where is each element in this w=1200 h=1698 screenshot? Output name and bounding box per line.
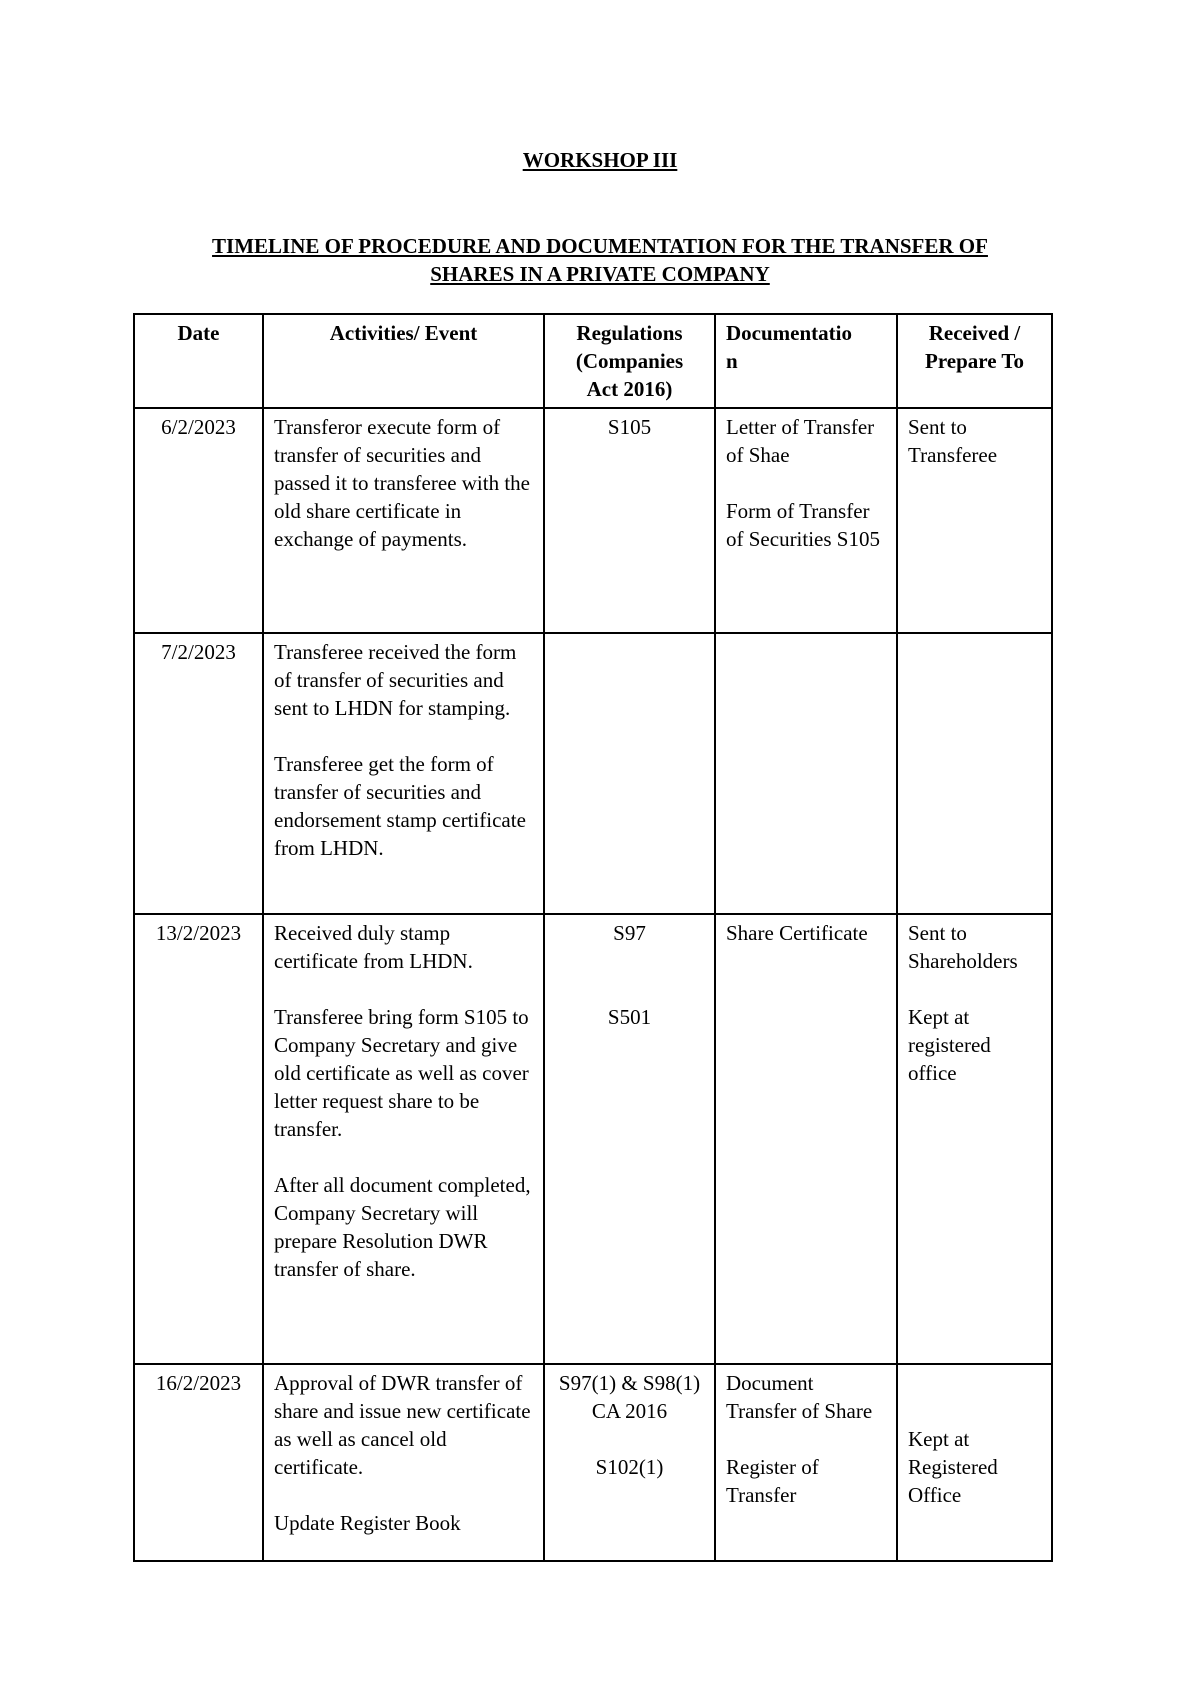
documentation-text: Share Certificate — [726, 921, 868, 945]
documentation-text: Form of Transfer of Securities S105 — [726, 499, 880, 551]
documentation-text: Letter of Transfer of Shae — [726, 415, 875, 467]
cell-date: 6/2/2023 — [134, 408, 263, 633]
header-date: Date — [134, 314, 263, 408]
regulation-text: S102(1) — [595, 1455, 664, 1479]
cell-regulation — [544, 408, 715, 633]
cell-date: 16/2/2023 — [134, 1364, 263, 1561]
header-documentation-line-1: Documentatio — [726, 321, 852, 345]
document-subtitle — [0, 232, 1200, 288]
documentation-text: Document Transfer of Share — [726, 1371, 873, 1423]
received-text: Sent to Transferee — [908, 415, 998, 467]
activity-paragraph: Transferee received the form of transfer of securities and sent to LHDN for stamping. — [274, 640, 517, 720]
cell-activity — [263, 914, 544, 1364]
activity-paragraph: Update Register Book — [274, 1511, 461, 1535]
table-header-row — [134, 314, 1052, 408]
cell-received — [897, 633, 1052, 914]
header-received-line-1: Received / — [928, 321, 1021, 345]
cell-regulation — [544, 633, 715, 914]
cell-regulation — [544, 914, 715, 1364]
cell-date: 13/2/2023 — [134, 914, 263, 1364]
header-regulations — [544, 314, 715, 408]
timeline-table — [133, 313, 1053, 1562]
activity-paragraph: After all document completed, Company Secretary will prepare Resolution DWR transfer of share. — [274, 1173, 531, 1281]
header-regulations-line-2: (Companies — [575, 349, 684, 373]
documentation-text: Register of Transfer — [726, 1455, 819, 1507]
cell-date: 7/2/2023 — [134, 633, 263, 914]
regulation-text: S501 — [607, 1005, 652, 1029]
cell-activity — [263, 408, 544, 633]
table-row — [134, 914, 1052, 1364]
regulation-text: S105 — [607, 415, 652, 439]
cell-documentation — [715, 633, 897, 914]
activity-paragraph: Received duly stamp certificate from LHDN. — [274, 921, 473, 973]
subtitle-line-1: TIMELINE OF PROCEDURE AND DOCUMENTATION FOR THE TRANSFER OF — [212, 234, 988, 258]
cell-documentation — [715, 1364, 897, 1561]
cell-regulation — [544, 1364, 715, 1561]
header-documentation — [715, 314, 897, 408]
header-received-line-2: Prepare To — [925, 349, 1024, 373]
document-title: WORKSHOP III — [522, 148, 678, 172]
activity-paragraph: Transferee bring form S105 to Company Secretary and give old certificate as well as cover letter request share to be transfer. — [274, 1005, 529, 1141]
activity-paragraph: Transferee get the form of transfer of securities and endorsement stamp certificate from LHDN. — [274, 752, 526, 860]
cell-received — [897, 408, 1052, 633]
table-row — [134, 408, 1052, 633]
header-regulations-line-1: Regulations — [576, 321, 683, 345]
table-row — [134, 633, 1052, 914]
received-text: Sent to Shareholders — [908, 921, 1018, 973]
cell-activity — [263, 633, 544, 914]
header-activities: Activities/ Event — [263, 314, 544, 408]
cell-activity — [263, 1364, 544, 1561]
activity-paragraph: Approval of DWR transfer of share and issue new certificate as well as cancel old certificate. — [274, 1371, 531, 1479]
cell-documentation — [715, 408, 897, 633]
regulation-text: S97 — [613, 921, 646, 945]
header-received — [897, 314, 1052, 408]
header-documentation-line-2: n — [726, 349, 738, 373]
table-row — [134, 1364, 1052, 1561]
cell-received — [897, 914, 1052, 1364]
regulation-text: S97(1) & S98(1) CA 2016 — [558, 1371, 701, 1423]
header-regulations-line-3: Act 2016) — [586, 377, 673, 401]
activity-paragraph: Transferor execute form of transfer of securities and passed it to transferee with the old share certificate in exchange of payments. — [274, 415, 530, 551]
received-text: Kept at Registered Office — [908, 1427, 998, 1507]
cell-received — [897, 1364, 1052, 1561]
subtitle-line-2: SHARES IN A PRIVATE COMPANY — [430, 262, 770, 286]
cell-documentation — [715, 914, 897, 1364]
received-text: Kept at registered office — [908, 1005, 991, 1085]
